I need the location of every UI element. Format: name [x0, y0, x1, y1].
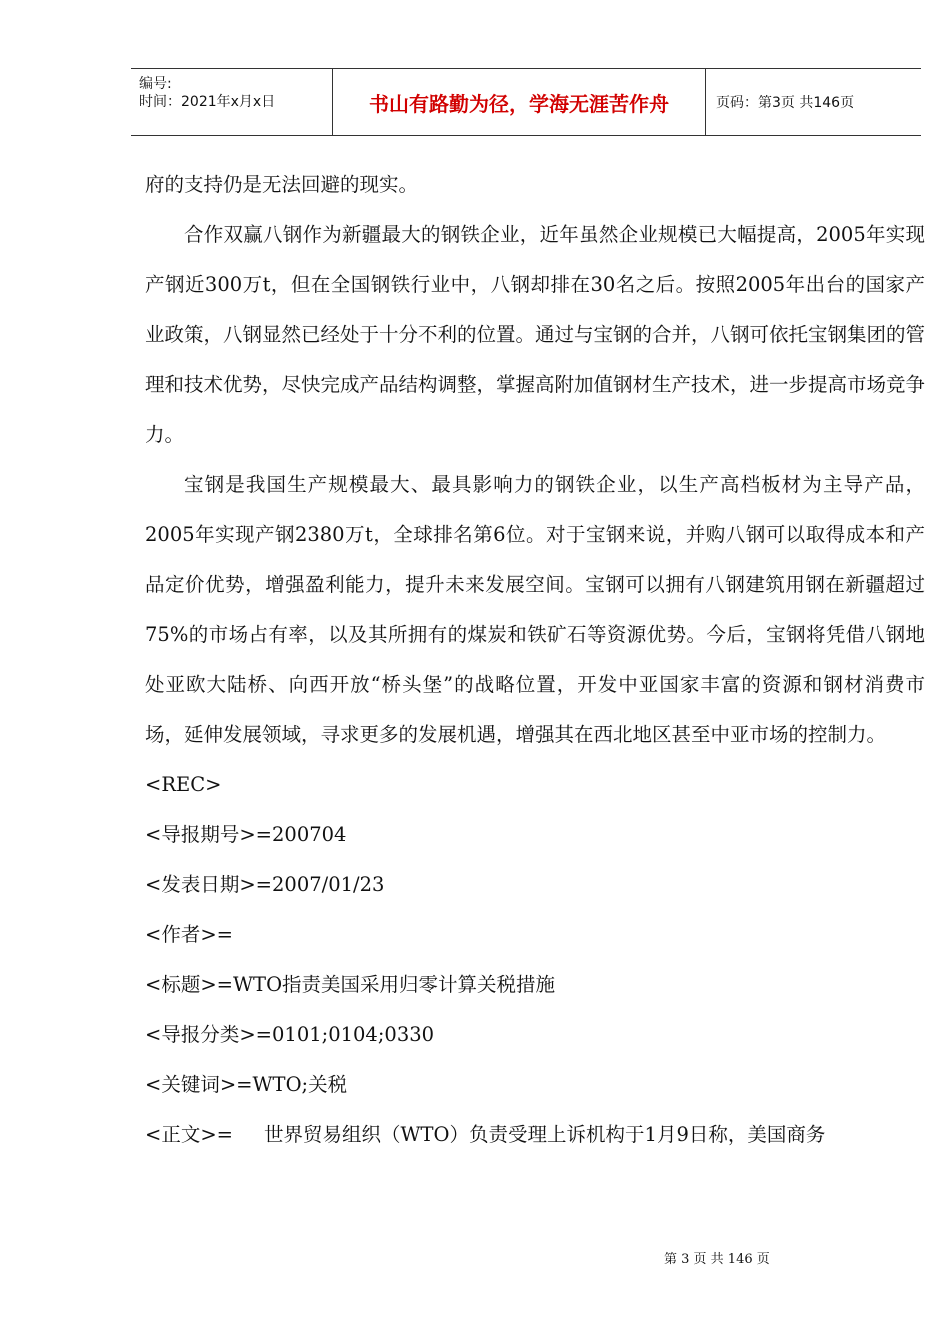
record-author: <作者>= [145, 923, 234, 946]
record-rec: <REC> [145, 773, 222, 796]
paragraph-baosteel: 宝钢是我国生产规模最大、最具影响力的钢铁企业，以生产高档板材为主导产品，2005年实现产钢2380万t，全球排名第6位。对于宝钢来说，并购八钢可以取得成本和产品定价优势，增强盈利能力，提升未来发展空间。宝钢可以拥有八钢建筑用钢在新疆超过75%的市场占有率，以及其所拥有的煤炭和铁矿石等资源优势。今后，宝钢将凭借八钢地处亚欧大陆桥、向西开放“桥头堡”的战略位置，开发中亚国家丰富的资源和钢材消费市场，延伸发展领域，寻求更多的发展机遇，增强其在西北地区甚至中亚市场的控制力。 [145, 473, 925, 746]
page-header [131, 68, 921, 136]
paragraph-continuation: 府的支持仍是无法回避的现实。 [145, 173, 419, 196]
time-label: 时间：2021年x月x日 [139, 94, 276, 110]
paragraph-bagang: 合作双赢八钢作为新疆最大的钢铁企业，近年虽然企业规模已大幅提高，2005年实现产钢近300万t，但在全国钢铁行业中，八钢却排在30名之后。按照2005年出台的国家产业政策，八钢显然已经处于十分不利的位置。通过与宝钢的合并，八钢可依托宝钢集团的管理和技术优势，尽快完成产品结构调整，掌握高附加值钢材生产技术，进一步提高市场竞争力。 [145, 223, 926, 446]
record-date: <发表日期>=2007/01/23 [145, 873, 385, 896]
header-meta [131, 69, 333, 135]
record-issue: <导报期号>=200704 [145, 823, 347, 846]
record-title: <标题>=WTO指责美国采用归零计算关税措施 [145, 973, 556, 996]
document-body [145, 160, 925, 1160]
number-label: 编号: [139, 76, 172, 92]
page-footer: 第 3 页 共 146 页 [664, 1252, 770, 1267]
record-category: <导报分类>=0101;0104;0330 [145, 1023, 435, 1046]
header-motto: 书山有路勤为径，学海无涯苦作舟 [333, 69, 706, 135]
record-keywords: <关键词>=WTO;关税 [145, 1073, 348, 1096]
record-content: <正文>= 世界贸易组织（WTO）负责受理上诉机构于1月9日称，美国商务 [145, 1123, 826, 1146]
header-page-info: 页码：第3页 共146页 [716, 95, 855, 111]
